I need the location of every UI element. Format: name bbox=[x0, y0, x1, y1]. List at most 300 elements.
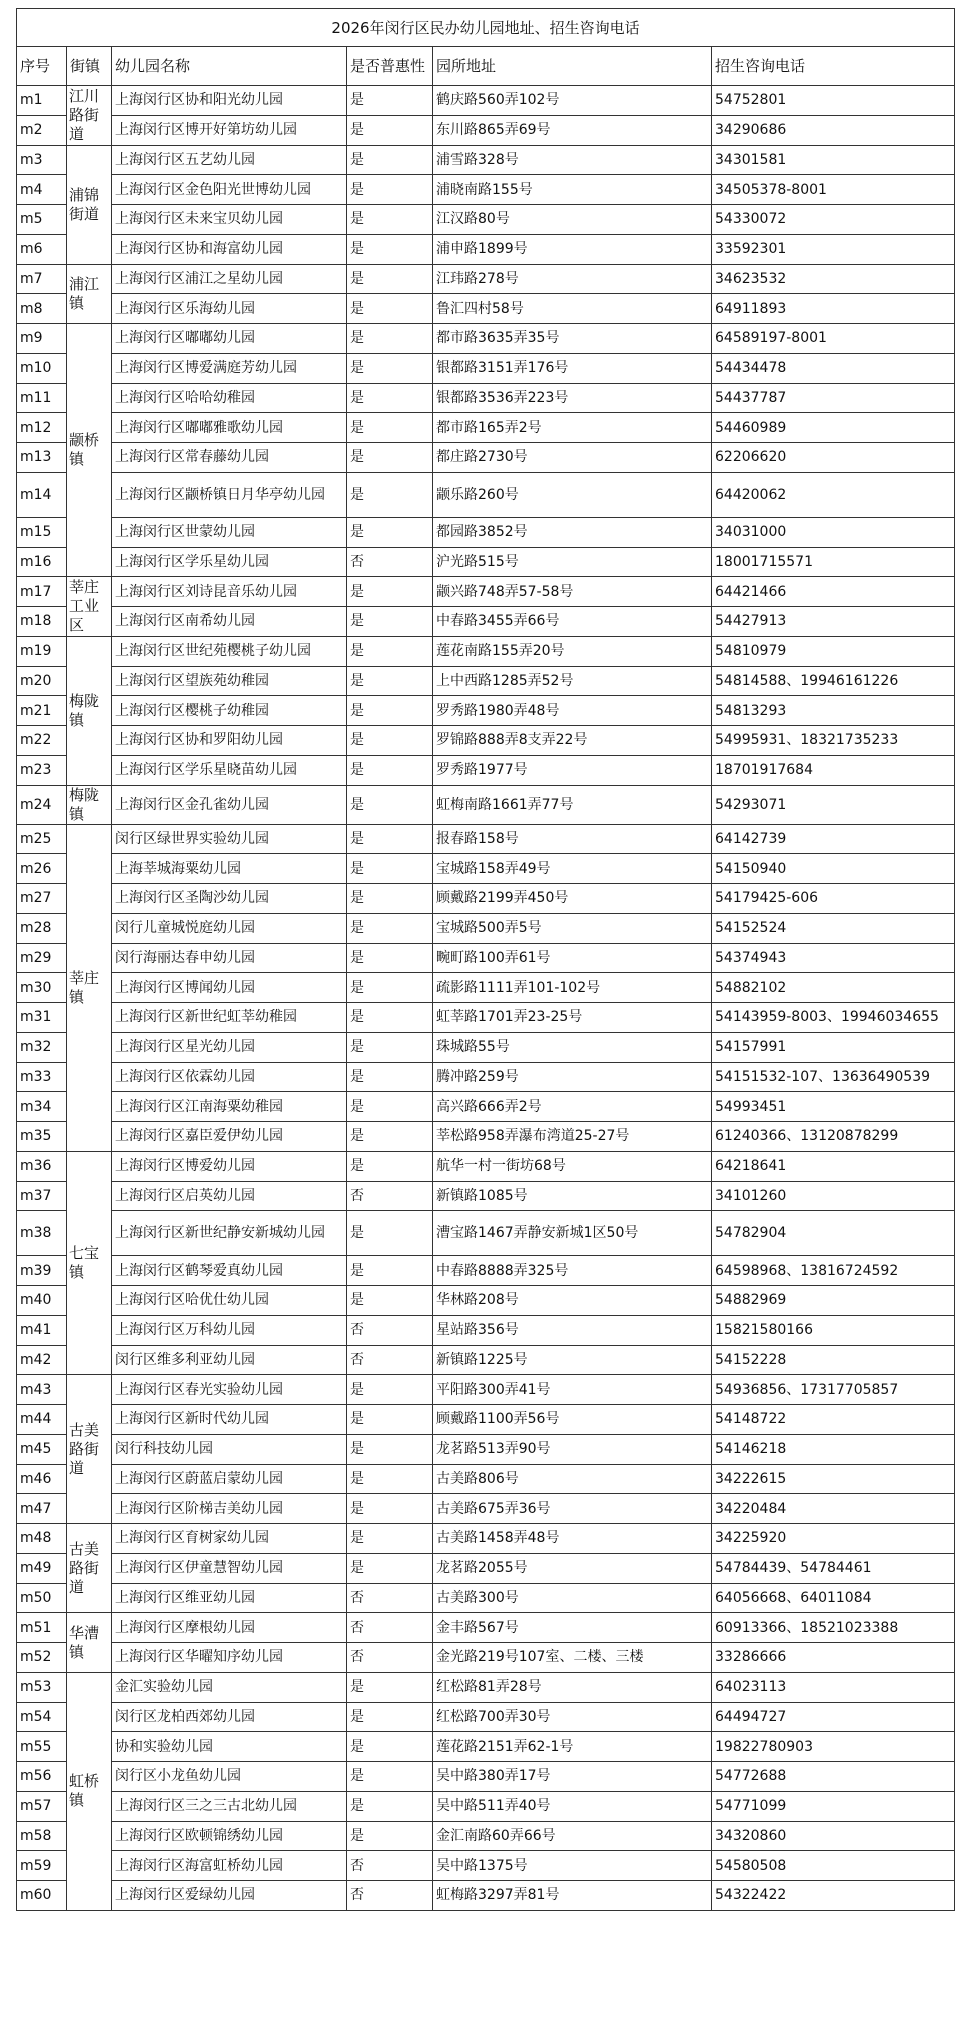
table-title: 2026年闵行区民办幼儿园地址、招生咨询电话 bbox=[17, 9, 955, 47]
table-row bbox=[17, 234, 955, 264]
kindergarten-name: 上海闵行区万科幼儿园 bbox=[112, 1315, 347, 1345]
address: 银都路3536弄223号 bbox=[433, 383, 712, 413]
address: 浦晓南路155号 bbox=[433, 175, 712, 205]
kindergarten-table bbox=[16, 8, 955, 1911]
phone: 54784439、54784461 bbox=[712, 1553, 955, 1583]
row-index: m22 bbox=[17, 726, 67, 756]
kindergarten-name: 上海闵行区世纪苑樱桃子幼儿园 bbox=[112, 636, 347, 666]
row-index: m8 bbox=[17, 294, 67, 324]
table-row bbox=[17, 755, 955, 785]
row-index: m25 bbox=[17, 824, 67, 854]
phone: 54752801 bbox=[712, 86, 955, 116]
row-index: m21 bbox=[17, 696, 67, 726]
row-index: m5 bbox=[17, 205, 67, 235]
inclusive-flag: 否 bbox=[347, 1181, 433, 1211]
phone: 64420062 bbox=[712, 472, 955, 517]
kindergarten-name: 上海闵行区刘诗昆音乐幼儿园 bbox=[112, 577, 347, 607]
town-cell: 古美路街道 bbox=[67, 1524, 112, 1613]
inclusive-flag: 是 bbox=[347, 577, 433, 607]
kindergarten-name: 上海闵行区金色阳光世博幼儿园 bbox=[112, 175, 347, 205]
table-row bbox=[17, 294, 955, 324]
phone: 54374943 bbox=[712, 943, 955, 973]
inclusive-flag: 是 bbox=[347, 726, 433, 756]
address: 颛乐路260号 bbox=[433, 472, 712, 517]
address: 龙茗路2055号 bbox=[433, 1553, 712, 1583]
address: 都市路165弄2号 bbox=[433, 413, 712, 443]
inclusive-flag: 是 bbox=[347, 264, 433, 294]
phone: 54330072 bbox=[712, 205, 955, 235]
inclusive-flag: 是 bbox=[347, 854, 433, 884]
row-index: m52 bbox=[17, 1643, 67, 1673]
row-index: m45 bbox=[17, 1434, 67, 1464]
table-row bbox=[17, 1762, 955, 1792]
phone: 54460989 bbox=[712, 413, 955, 443]
town-cell: 华漕镇 bbox=[67, 1613, 112, 1673]
inclusive-flag: 否 bbox=[347, 1851, 433, 1881]
inclusive-flag: 是 bbox=[347, 1003, 433, 1033]
inclusive-flag: 是 bbox=[347, 1062, 433, 1092]
header-inclusive: 是否普惠性 bbox=[347, 47, 433, 86]
table-row bbox=[17, 175, 955, 205]
inclusive-flag: 是 bbox=[347, 1286, 433, 1316]
table-row bbox=[17, 726, 955, 756]
town-cell: 浦江镇 bbox=[67, 264, 112, 324]
row-index: m43 bbox=[17, 1375, 67, 1405]
address: 都庄路2730号 bbox=[433, 443, 712, 473]
address: 颛兴路748弄57-58号 bbox=[433, 577, 712, 607]
address: 金丰路567号 bbox=[433, 1613, 712, 1643]
table-row bbox=[17, 1405, 955, 1435]
row-index: m42 bbox=[17, 1345, 67, 1375]
address: 高兴路666弄2号 bbox=[433, 1092, 712, 1122]
inclusive-flag: 是 bbox=[347, 353, 433, 383]
address: 虹梅南路1661弄77号 bbox=[433, 785, 712, 824]
table-row bbox=[17, 413, 955, 443]
address: 银都路3151弄176号 bbox=[433, 353, 712, 383]
row-index: m33 bbox=[17, 1062, 67, 1092]
town-cell: 颛桥镇 bbox=[67, 324, 112, 577]
phone: 54810979 bbox=[712, 636, 955, 666]
inclusive-flag: 是 bbox=[347, 383, 433, 413]
phone: 54157991 bbox=[712, 1032, 955, 1062]
address: 新镇路1225号 bbox=[433, 1345, 712, 1375]
inclusive-flag: 是 bbox=[347, 824, 433, 854]
inclusive-flag: 否 bbox=[347, 1881, 433, 1911]
address: 疏影路1111弄101-102号 bbox=[433, 973, 712, 1003]
phone: 64598968、13816724592 bbox=[712, 1256, 955, 1286]
document bbox=[16, 8, 954, 1911]
kindergarten-name: 上海闵行区博闻幼儿园 bbox=[112, 973, 347, 1003]
kindergarten-name: 上海闵行区颛桥镇日月华亭幼儿园 bbox=[112, 472, 347, 517]
row-index: m13 bbox=[17, 443, 67, 473]
row-index: m37 bbox=[17, 1181, 67, 1211]
kindergarten-name: 闵行海丽达春申幼儿园 bbox=[112, 943, 347, 973]
kindergarten-name: 上海闵行区未来宝贝幼儿园 bbox=[112, 205, 347, 235]
phone: 34225920 bbox=[712, 1524, 955, 1554]
phone: 54936856、17317705857 bbox=[712, 1375, 955, 1405]
kindergarten-name: 上海闵行区依霖幼儿园 bbox=[112, 1062, 347, 1092]
address: 江汉路80号 bbox=[433, 205, 712, 235]
table-row bbox=[17, 1791, 955, 1821]
table-row bbox=[17, 577, 955, 607]
table-row bbox=[17, 1434, 955, 1464]
phone: 15821580166 bbox=[712, 1315, 955, 1345]
address: 中春路8888弄325号 bbox=[433, 1256, 712, 1286]
town-cell: 梅陇镇 bbox=[67, 785, 112, 824]
table-row bbox=[17, 1315, 955, 1345]
address: 罗秀路1980弄48号 bbox=[433, 696, 712, 726]
phone: 54437787 bbox=[712, 383, 955, 413]
row-index: m34 bbox=[17, 1092, 67, 1122]
kindergarten-name: 上海闵行区春光实验幼儿园 bbox=[112, 1375, 347, 1405]
row-index: m53 bbox=[17, 1672, 67, 1702]
inclusive-flag: 是 bbox=[347, 1524, 433, 1554]
table-row bbox=[17, 607, 955, 637]
row-index: m18 bbox=[17, 607, 67, 637]
row-index: m9 bbox=[17, 324, 67, 354]
address: 红松路81弄28号 bbox=[433, 1672, 712, 1702]
town-cell: 虹桥镇 bbox=[67, 1672, 112, 1910]
inclusive-flag: 是 bbox=[347, 115, 433, 145]
town-cell: 梅陇镇 bbox=[67, 636, 112, 785]
inclusive-flag: 是 bbox=[347, 205, 433, 235]
table-row bbox=[17, 1553, 955, 1583]
inclusive-flag: 是 bbox=[347, 973, 433, 1003]
row-index: m31 bbox=[17, 1003, 67, 1033]
phone: 34220484 bbox=[712, 1494, 955, 1524]
phone: 54771099 bbox=[712, 1791, 955, 1821]
kindergarten-name: 闵行区维多利亚幼儿园 bbox=[112, 1345, 347, 1375]
kindergarten-name: 上海闵行区博爱满庭芳幼儿园 bbox=[112, 353, 347, 383]
inclusive-flag: 是 bbox=[347, 666, 433, 696]
kindergarten-name: 闵行区龙柏西郊幼儿园 bbox=[112, 1702, 347, 1732]
row-index: m29 bbox=[17, 943, 67, 973]
row-index: m15 bbox=[17, 517, 67, 547]
address: 古美路1458弄48号 bbox=[433, 1524, 712, 1554]
table-row bbox=[17, 353, 955, 383]
kindergarten-name: 上海闵行区望族苑幼稚园 bbox=[112, 666, 347, 696]
header-town: 街镇 bbox=[67, 47, 112, 86]
address: 都市路3635弄35号 bbox=[433, 324, 712, 354]
row-index: m2 bbox=[17, 115, 67, 145]
table-row bbox=[17, 517, 955, 547]
phone: 34320860 bbox=[712, 1821, 955, 1851]
row-index: m39 bbox=[17, 1256, 67, 1286]
town-cell: 浦锦街道 bbox=[67, 145, 112, 264]
inclusive-flag: 是 bbox=[347, 1762, 433, 1792]
header-phone: 招生咨询电话 bbox=[712, 47, 955, 86]
address: 珠城路55号 bbox=[433, 1032, 712, 1062]
address: 吴中路380弄17号 bbox=[433, 1762, 712, 1792]
phone: 19822780903 bbox=[712, 1732, 955, 1762]
address: 鲁汇四村58号 bbox=[433, 294, 712, 324]
table-row bbox=[17, 1851, 955, 1881]
table-row bbox=[17, 1181, 955, 1211]
table-row bbox=[17, 264, 955, 294]
inclusive-flag: 是 bbox=[347, 943, 433, 973]
row-index: m7 bbox=[17, 264, 67, 294]
address: 都园路3852号 bbox=[433, 517, 712, 547]
phone: 34301581 bbox=[712, 145, 955, 175]
address: 金光路219号107室、二楼、三楼 bbox=[433, 1643, 712, 1673]
address: 沪光路515号 bbox=[433, 547, 712, 577]
inclusive-flag: 是 bbox=[347, 1553, 433, 1583]
table-row bbox=[17, 824, 955, 854]
kindergarten-name: 上海闵行区新世纪虹莘幼稚园 bbox=[112, 1003, 347, 1033]
table-row bbox=[17, 943, 955, 973]
kindergarten-name: 上海闵行区华曜知序幼儿园 bbox=[112, 1643, 347, 1673]
row-index: m4 bbox=[17, 175, 67, 205]
kindergarten-name: 上海闵行区协和海富幼儿园 bbox=[112, 234, 347, 264]
row-index: m6 bbox=[17, 234, 67, 264]
row-index: m44 bbox=[17, 1405, 67, 1435]
address: 浦雪路328号 bbox=[433, 145, 712, 175]
address: 报春路158号 bbox=[433, 824, 712, 854]
inclusive-flag: 是 bbox=[347, 1122, 433, 1152]
phone: 54148722 bbox=[712, 1405, 955, 1435]
phone: 54882102 bbox=[712, 973, 955, 1003]
inclusive-flag: 是 bbox=[347, 884, 433, 914]
address: 中春路3455弄66号 bbox=[433, 607, 712, 637]
phone: 34505378-8001 bbox=[712, 175, 955, 205]
phone: 64421466 bbox=[712, 577, 955, 607]
kindergarten-name: 上海闵行区嘟嘟幼儿园 bbox=[112, 324, 347, 354]
address: 东川路865弄69号 bbox=[433, 115, 712, 145]
kindergarten-name: 上海闵行区协和阳光幼儿园 bbox=[112, 86, 347, 116]
phone: 34222615 bbox=[712, 1464, 955, 1494]
row-index: m35 bbox=[17, 1122, 67, 1152]
row-index: m28 bbox=[17, 913, 67, 943]
inclusive-flag: 是 bbox=[347, 324, 433, 354]
town-cell: 莘庄镇 bbox=[67, 824, 112, 1151]
address: 莲花南路155弄20号 bbox=[433, 636, 712, 666]
phone: 54813293 bbox=[712, 696, 955, 726]
row-index: m47 bbox=[17, 1494, 67, 1524]
inclusive-flag: 是 bbox=[347, 1211, 433, 1256]
inclusive-flag: 是 bbox=[347, 913, 433, 943]
kindergarten-name: 上海闵行区乐海幼儿园 bbox=[112, 294, 347, 324]
table-row bbox=[17, 1613, 955, 1643]
row-index: m24 bbox=[17, 785, 67, 824]
inclusive-flag: 是 bbox=[347, 696, 433, 726]
row-index: m30 bbox=[17, 973, 67, 1003]
kindergarten-name: 上海闵行区江南海粟幼稚园 bbox=[112, 1092, 347, 1122]
table-row bbox=[17, 973, 955, 1003]
town-cell: 古美路街道 bbox=[67, 1375, 112, 1524]
address: 浦申路1899号 bbox=[433, 234, 712, 264]
row-index: m12 bbox=[17, 413, 67, 443]
row-index: m23 bbox=[17, 755, 67, 785]
table-row bbox=[17, 1672, 955, 1702]
kindergarten-name: 上海闵行区哈优仕幼儿园 bbox=[112, 1286, 347, 1316]
phone: 62206620 bbox=[712, 443, 955, 473]
row-index: m59 bbox=[17, 1851, 67, 1881]
row-index: m58 bbox=[17, 1821, 67, 1851]
address: 腾冲路259号 bbox=[433, 1062, 712, 1092]
table-row bbox=[17, 1821, 955, 1851]
table-row bbox=[17, 1583, 955, 1613]
phone: 54434478 bbox=[712, 353, 955, 383]
phone: 64218641 bbox=[712, 1151, 955, 1181]
table-row bbox=[17, 636, 955, 666]
table-row bbox=[17, 472, 955, 517]
kindergarten-name: 闵行区绿世界实验幼儿园 bbox=[112, 824, 347, 854]
table-row bbox=[17, 913, 955, 943]
phone: 54995931、18321735233 bbox=[712, 726, 955, 756]
phone: 54427913 bbox=[712, 607, 955, 637]
phone: 54152228 bbox=[712, 1345, 955, 1375]
inclusive-flag: 是 bbox=[347, 175, 433, 205]
table-row bbox=[17, 1524, 955, 1554]
row-index: m3 bbox=[17, 145, 67, 175]
phone: 64142739 bbox=[712, 824, 955, 854]
address: 古美路806号 bbox=[433, 1464, 712, 1494]
inclusive-flag: 是 bbox=[347, 1732, 433, 1762]
phone: 54150940 bbox=[712, 854, 955, 884]
table-row bbox=[17, 1256, 955, 1286]
inclusive-flag: 是 bbox=[347, 517, 433, 547]
table-row bbox=[17, 324, 955, 354]
town-cell: 莘庄工业区 bbox=[67, 577, 112, 637]
address: 畹町路100弄61号 bbox=[433, 943, 712, 973]
table-row bbox=[17, 383, 955, 413]
kindergarten-name: 上海闵行区哈哈幼稚园 bbox=[112, 383, 347, 413]
address: 航华一村一街坊68号 bbox=[433, 1151, 712, 1181]
address: 吴中路1375号 bbox=[433, 1851, 712, 1881]
row-index: m48 bbox=[17, 1524, 67, 1554]
address: 星站路356号 bbox=[433, 1315, 712, 1345]
phone: 34290686 bbox=[712, 115, 955, 145]
phone: 54143959-8003、19946034655 bbox=[712, 1003, 955, 1033]
phone: 54151532-107、13636490539 bbox=[712, 1062, 955, 1092]
phone: 64056668、64011084 bbox=[712, 1583, 955, 1613]
phone: 54814588、19946161226 bbox=[712, 666, 955, 696]
inclusive-flag: 是 bbox=[347, 1151, 433, 1181]
table-row bbox=[17, 1003, 955, 1033]
phone: 64911893 bbox=[712, 294, 955, 324]
inclusive-flag: 是 bbox=[347, 1791, 433, 1821]
row-index: m26 bbox=[17, 854, 67, 884]
table-row bbox=[17, 1702, 955, 1732]
table-row bbox=[17, 1494, 955, 1524]
address: 莘松路958弄瀑布湾道25-27号 bbox=[433, 1122, 712, 1152]
inclusive-flag: 是 bbox=[347, 86, 433, 116]
phone: 34101260 bbox=[712, 1181, 955, 1211]
table-row bbox=[17, 115, 955, 145]
inclusive-flag: 是 bbox=[347, 234, 433, 264]
address: 江玮路278号 bbox=[433, 264, 712, 294]
address: 上中西路1285弄52号 bbox=[433, 666, 712, 696]
address: 宝城路500弄5号 bbox=[433, 913, 712, 943]
row-index: m19 bbox=[17, 636, 67, 666]
inclusive-flag: 是 bbox=[347, 1672, 433, 1702]
inclusive-flag: 是 bbox=[347, 1256, 433, 1286]
row-index: m51 bbox=[17, 1613, 67, 1643]
inclusive-flag: 是 bbox=[347, 1464, 433, 1494]
address: 顾戴路2199弄450号 bbox=[433, 884, 712, 914]
address: 华林路208号 bbox=[433, 1286, 712, 1316]
kindergarten-name: 上海闵行区学乐星晓苗幼儿园 bbox=[112, 755, 347, 785]
table-row bbox=[17, 1032, 955, 1062]
address: 虹梅路3297弄81号 bbox=[433, 1881, 712, 1911]
inclusive-flag: 是 bbox=[347, 294, 433, 324]
phone: 54882969 bbox=[712, 1286, 955, 1316]
table-row bbox=[17, 1464, 955, 1494]
address: 新镇路1085号 bbox=[433, 1181, 712, 1211]
inclusive-flag: 是 bbox=[347, 1702, 433, 1732]
row-index: m17 bbox=[17, 577, 67, 607]
kindergarten-name: 上海闵行区三之三古北幼儿园 bbox=[112, 1791, 347, 1821]
kindergarten-name: 上海闵行区摩根幼儿园 bbox=[112, 1613, 347, 1643]
table-body bbox=[17, 86, 955, 1911]
row-index: m16 bbox=[17, 547, 67, 577]
row-index: m20 bbox=[17, 666, 67, 696]
kindergarten-name: 闵行区小龙鱼幼儿园 bbox=[112, 1762, 347, 1792]
row-index: m14 bbox=[17, 472, 67, 517]
table-row bbox=[17, 666, 955, 696]
address: 宝城路158弄49号 bbox=[433, 854, 712, 884]
town-cell: 江川路街道 bbox=[67, 86, 112, 146]
address: 古美路300号 bbox=[433, 1583, 712, 1613]
row-index: m57 bbox=[17, 1791, 67, 1821]
kindergarten-name: 上海闵行区圣陶沙幼儿园 bbox=[112, 884, 347, 914]
kindergarten-name: 上海闵行区维亚幼儿园 bbox=[112, 1583, 347, 1613]
inclusive-flag: 是 bbox=[347, 145, 433, 175]
inclusive-flag: 是 bbox=[347, 472, 433, 517]
kindergarten-name: 上海闵行区欧顿锦绣幼儿园 bbox=[112, 1821, 347, 1851]
inclusive-flag: 否 bbox=[347, 1345, 433, 1375]
phone: 54782904 bbox=[712, 1211, 955, 1256]
phone: 54993451 bbox=[712, 1092, 955, 1122]
inclusive-flag: 是 bbox=[347, 1375, 433, 1405]
kindergarten-name: 闵行科技幼儿园 bbox=[112, 1434, 347, 1464]
row-index: m50 bbox=[17, 1583, 67, 1613]
inclusive-flag: 是 bbox=[347, 755, 433, 785]
phone: 54152524 bbox=[712, 913, 955, 943]
phone: 61240366、13120878299 bbox=[712, 1122, 955, 1152]
kindergarten-name: 上海闵行区常春藤幼儿园 bbox=[112, 443, 347, 473]
kindergarten-name: 上海闵行区蔚蓝启蒙幼儿园 bbox=[112, 1464, 347, 1494]
kindergarten-name: 上海闵行区育树家幼儿园 bbox=[112, 1524, 347, 1554]
kindergarten-name: 上海闵行区浦江之星幼儿园 bbox=[112, 264, 347, 294]
inclusive-flag: 是 bbox=[347, 1434, 433, 1464]
kindergarten-name: 上海闵行区学乐星幼儿园 bbox=[112, 547, 347, 577]
inclusive-flag: 是 bbox=[347, 636, 433, 666]
row-index: m55 bbox=[17, 1732, 67, 1762]
inclusive-flag: 是 bbox=[347, 785, 433, 824]
kindergarten-name: 上海闵行区樱桃子幼稚园 bbox=[112, 696, 347, 726]
phone: 64494727 bbox=[712, 1702, 955, 1732]
kindergarten-name: 上海闵行区新时代幼儿园 bbox=[112, 1405, 347, 1435]
kindergarten-name: 上海闵行区博爱幼儿园 bbox=[112, 1151, 347, 1181]
phone: 54146218 bbox=[712, 1434, 955, 1464]
phone: 18701917684 bbox=[712, 755, 955, 785]
table-row bbox=[17, 1151, 955, 1181]
kindergarten-name: 上海闵行区嘉臣爱伊幼儿园 bbox=[112, 1122, 347, 1152]
header-name: 幼儿园名称 bbox=[112, 47, 347, 86]
address: 虹莘路1701弄23-25号 bbox=[433, 1003, 712, 1033]
phone: 54293071 bbox=[712, 785, 955, 824]
inclusive-flag: 否 bbox=[347, 1643, 433, 1673]
inclusive-flag: 否 bbox=[347, 1613, 433, 1643]
inclusive-flag: 是 bbox=[347, 1494, 433, 1524]
phone: 54179425-606 bbox=[712, 884, 955, 914]
row-index: m41 bbox=[17, 1315, 67, 1345]
row-index: m10 bbox=[17, 353, 67, 383]
address: 吴中路511弄40号 bbox=[433, 1791, 712, 1821]
inclusive-flag: 否 bbox=[347, 547, 433, 577]
kindergarten-name: 上海闵行区伊童慧智幼儿园 bbox=[112, 1553, 347, 1583]
